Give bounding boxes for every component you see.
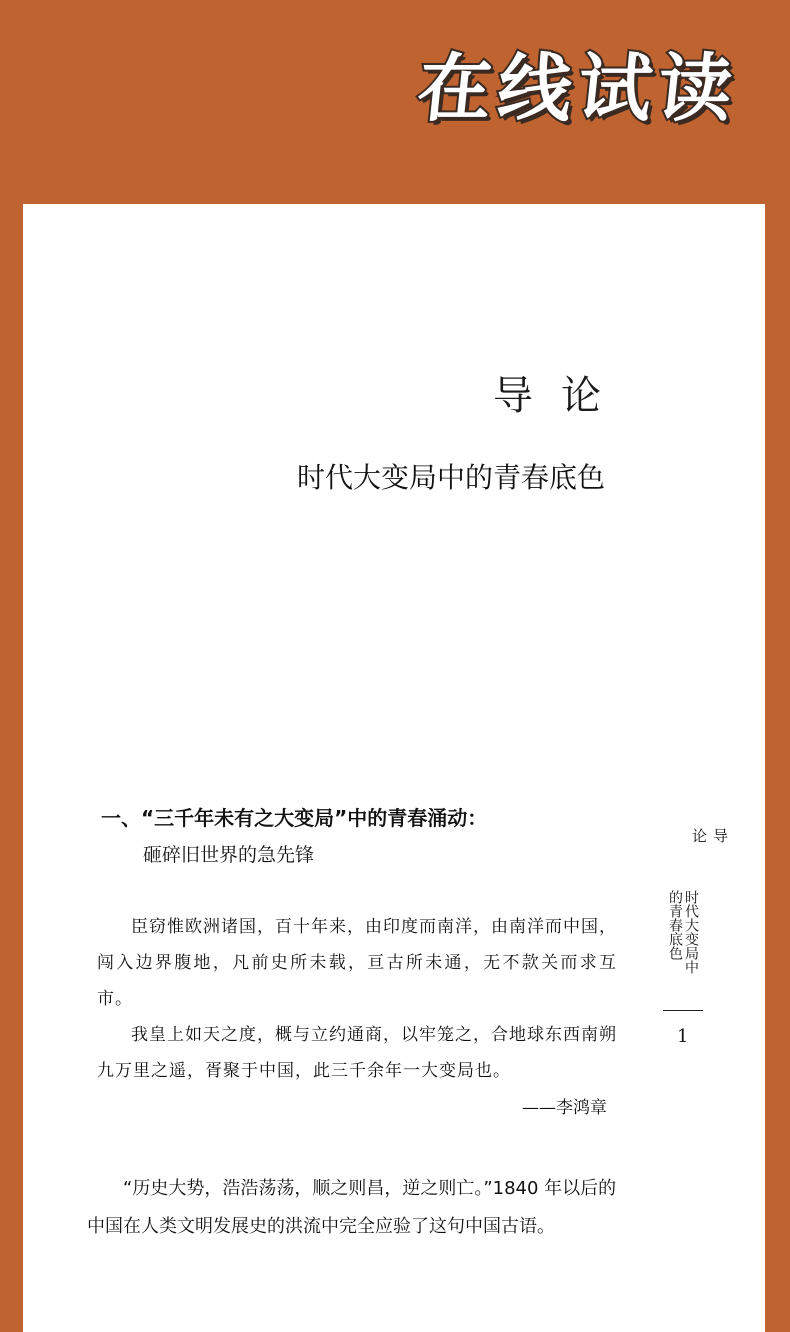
quote-author: ——李鸿章 (522, 1098, 607, 1118)
running-header-chapter: 导论 (690, 828, 729, 855)
section-subheading: 砸碎旧世界的急先锋 (143, 844, 315, 866)
running-header-rule (663, 1010, 703, 1011)
banner-title: 在线试读 (413, 46, 743, 132)
chapter-title: 导论 (493, 373, 629, 419)
quote-paragraph: 臣窃惟欧洲诸国，百十年来，由印度而南洋，由南洋而中国，闯入边界腹地，凡前史所未载，亘古所未通，无不款关而求互市。 (97, 917, 617, 1009)
page-number: 1 (677, 1026, 689, 1047)
book-page (23, 204, 765, 1332)
body-paragraph: “历史大势，浩浩荡荡，顺之则昌，逆之则亡。”1840 年以后的中国在人类文明发展史的洪流中完全应验了这句中国古语。 (87, 1178, 617, 1237)
section-heading: 一、“三千年未有之大变局”中的青春涌动： (101, 806, 488, 830)
running-header-title: 时代大变局中的青春底色 (667, 890, 699, 974)
chapter-subtitle: 时代大变局中的青春底色 (297, 461, 606, 494)
quote-paragraph: 我皇上如天之度，概与立约通商，以牢笼之，合地球东西南朔九万里之遥，胥聚于中国，此三千余年一大变局也。 (97, 1025, 617, 1081)
